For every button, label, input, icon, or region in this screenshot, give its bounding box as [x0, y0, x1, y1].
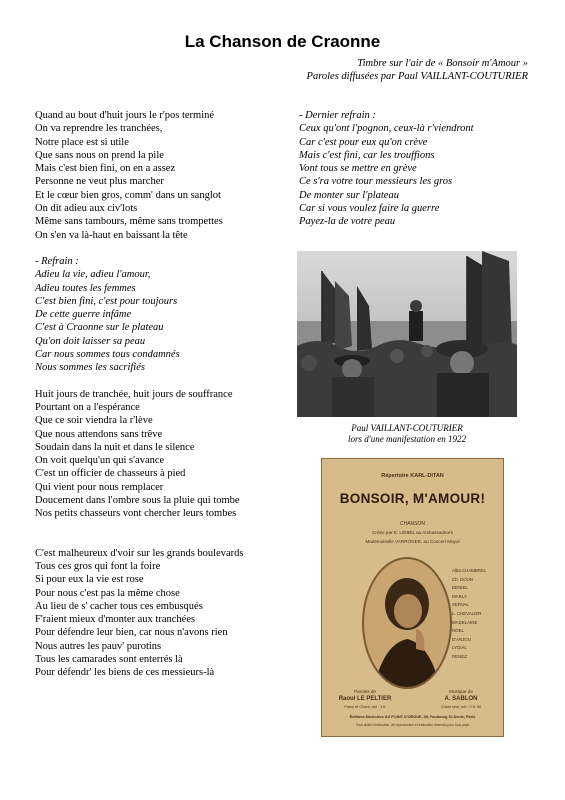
poster-performer: MADELAINE: [452, 619, 478, 625]
lyric-line: Notre place est si utile: [35, 136, 129, 148]
lyric-line: Pour défendre leur bien, car nous n'avons rien: [35, 627, 228, 639]
refrain: [35, 255, 290, 375]
lyric-line: Nos petits chasseurs vont chercher leurs tombes: [35, 508, 237, 520]
poster-chanson: CHANSON: [399, 521, 425, 527]
lyric-line: Que nous attendons sans trêve: [35, 428, 163, 440]
poster-performers: [452, 567, 500, 662]
lyric-line: Mais c'est fini, car les trouffions: [299, 149, 435, 161]
lyric-line: Nous sommes les sacrifiés: [35, 362, 145, 374]
poster-publisher: Éditions Musicales AU POINT D'ORGUE, 58, Faubourg St-Denis, Paris: [349, 715, 476, 719]
poster-title: BONSOIR, M'AMOUR!: [339, 491, 486, 506]
lyric-line: Car nous sommes tous condamnés: [35, 349, 180, 361]
photo-caption-name: Paul VAILLANT-COUTURIER: [351, 423, 463, 433]
lyric-line: C'est un officier de chasseurs à pied: [35, 468, 186, 480]
poster-performer: NOEL: [452, 628, 464, 634]
demonstration-photo: [297, 251, 517, 417]
lyric-line: Si pour eux la vie est rose: [35, 574, 144, 586]
lyric-line: Tous ces gros qui font la foire: [35, 560, 161, 572]
last-refrain: [299, 109, 529, 229]
lyric-line: Même sans tambours, même sans trompettes: [35, 216, 223, 228]
lyric-line: De monter sur l'plateau: [299, 189, 399, 201]
lyric-line: Et le cœur bien gros, comm' dans un sanglot: [35, 189, 221, 201]
lyric-line: C'est malheureux d'voir sur les grands boulevards: [35, 547, 244, 559]
lyric-line: On va reprendre les tranchées,: [35, 123, 163, 135]
lyric-line: F'raient mieux d'monter aux tranchées: [35, 614, 196, 626]
lyric-line: On dit adieu aux civ'lots: [35, 203, 138, 215]
poster-performer: L. CHEVALIER: [452, 610, 482, 616]
lyric-line: Tous les camarades sont enterrés là: [35, 653, 183, 665]
poster-recreated-by: Mademoiselle VARROGER, au Concert Mayol: [365, 539, 460, 544]
poster-performer: D'ANJOU: [452, 636, 471, 642]
lyric-line: Huit jours de tranchée, huit jours de souffrance: [35, 388, 233, 400]
lyric-line: Car c'est pour eux qu'on crève: [299, 136, 428, 148]
lyric-line: On s'en va là-haut en baissant la tête: [35, 229, 188, 241]
lyric-line: On voit quelqu'un qui s'avance: [35, 455, 165, 467]
lyric-line: Personne ne veut plus marcher: [35, 176, 164, 188]
lyric-line: Car si vous voulez faire la guerre: [299, 203, 440, 215]
lyric-line: Vont tous se mettre en grève: [299, 163, 417, 175]
poster-performer: Ch. DOUN: [452, 576, 473, 582]
poster-lyricist-label: Paroles de: [354, 689, 376, 694]
lyric-line: Au lieu de s' cacher tous ces embusqués: [35, 600, 203, 612]
stanza-2: [35, 388, 290, 521]
lyric-line: Nous autres les pauv' purotins: [35, 640, 162, 652]
lyric-line: Que ce soir viendra la r'lève: [35, 415, 153, 427]
poster-performer: Alba CHAMBREL: [452, 568, 487, 573]
poster-lyricist: Raoul LE PELTIER: [338, 696, 392, 702]
poster-repertoire: Répertoire KARL-DITAN: [381, 473, 444, 479]
lyric-line: Payez-la de votre peau: [299, 216, 396, 228]
subtitle-tune: Timbre sur l'air de « Bonsoir m'Amour »: [357, 58, 528, 69]
stanza-3: [35, 547, 290, 680]
page-title: La Chanson de Craonne: [184, 32, 381, 51]
lyric-line: Mais c'est bien fini, on en a assez: [35, 163, 176, 175]
lyric-line: Ceux qu'ont l'pognon, ceux-là r'viendront: [299, 123, 474, 135]
poster-performer: SERVAL: [452, 602, 469, 608]
lyric-line: C'est bien fini, c'est pour toujours: [35, 295, 178, 307]
lyric-line: De cette guerre infâme: [35, 309, 132, 321]
poster-composer: A. SABLON: [444, 696, 478, 702]
lyric-line: Soudain dans la nuit et dans le silence: [35, 441, 195, 453]
lyrics-left-column: [35, 109, 290, 693]
sheet-music-cover: [321, 458, 504, 737]
lyric-line: Qui vient pour nous remplacer: [35, 481, 164, 493]
refrain-label: - Refrain :: [35, 255, 79, 267]
photo-caption-event: lors d'une manifestation en 1922: [348, 434, 466, 444]
poster-price-left: Piano et Chant, net : 1 fr: [344, 705, 386, 709]
lyric-line: Adieu toutes les femmes: [35, 282, 136, 294]
lyric-line: Pourtant on a l'espérance: [35, 401, 140, 413]
poster-price-right: Chant seul, net : 0 fr. 50: [440, 705, 482, 709]
poster-performer: MARLY: [452, 593, 467, 599]
poster-created-by: Créée par E. LIÉBEL au Ambassadeurs: [372, 530, 453, 535]
poster-performer: RENEZ: [452, 653, 467, 659]
lyric-line: Pour nous c'est pas la même chose: [35, 587, 180, 599]
lyric-line: Que sans nous on prend la pile: [35, 149, 164, 161]
last-refrain-label: - Dernier refrain :: [299, 110, 376, 121]
poster-performer: DENIEL: [452, 585, 468, 591]
lyric-line: Quand au bout d'huit jours le r'pos terminé: [35, 110, 215, 121]
portrait-oval: [362, 557, 452, 689]
subtitle-lyrics-credit: Paroles diffusées par Paul VAILLANT-COUTURIER: [306, 71, 528, 82]
lyric-line: Adieu la vie, adieu l'amour,: [35, 269, 151, 281]
lyric-line: Pour défendr' les biens de ces messieurs-là: [35, 667, 215, 679]
poster-performer: LYDIAL: [452, 645, 467, 651]
lyric-line: Qu'on doit laisser sa peau: [35, 335, 146, 347]
poster-rights: Tous droits d'exécution, de reproduction et traduction réservés pour tous pays: [355, 723, 470, 727]
lyric-line: Ce s'ra votre tour messieurs les gros: [299, 176, 453, 188]
poster-composer-label: Musique de: [449, 689, 473, 694]
lyric-line: C'est à Craonne sur le plateau: [35, 322, 164, 334]
lyric-line: Doucement dans l'ombre sous la pluie qui tombe: [35, 495, 240, 507]
stanza-1: [35, 109, 290, 242]
